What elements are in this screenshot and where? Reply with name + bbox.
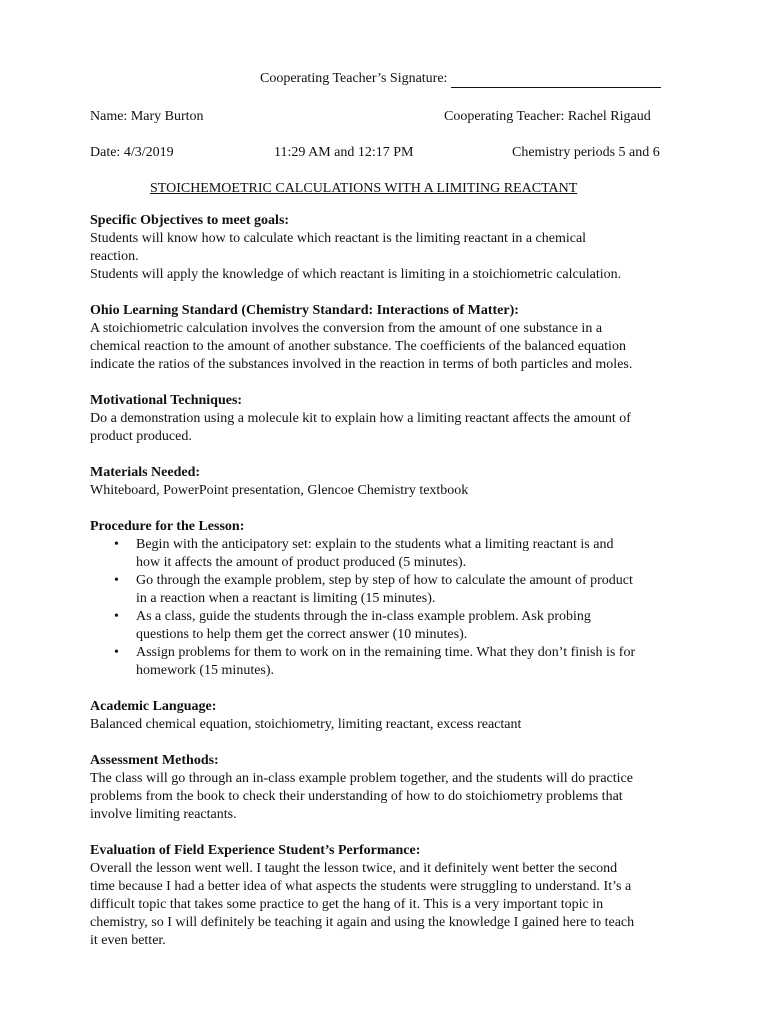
section-heading: Assessment Methods:	[90, 753, 219, 768]
section-line: time because I had a better idea of what aspects the students were struggling to understand. It’s a	[90, 879, 632, 894]
student-name: Name: Mary Burton	[90, 109, 204, 124]
list-item	[114, 608, 690, 644]
section-line: involve limiting reactants.	[90, 807, 237, 822]
evaluation-section	[90, 842, 690, 950]
list-item-line: how it affects the amount of product produced (5 minutes).	[136, 555, 467, 570]
objectives-section	[90, 212, 690, 284]
section-line: Whiteboard, PowerPoint presentation, Glencoe Chemistry textbook	[90, 483, 469, 498]
lesson-plan-body	[90, 212, 690, 968]
lesson-periods: Chemistry periods 5 and 6	[512, 145, 660, 160]
section-line: chemistry, so I will definitely be teaching it again and using the knowledge I gained here to teach	[90, 915, 635, 930]
section-heading: Academic Language:	[90, 699, 217, 714]
section-heading: Procedure for the Lesson:	[90, 519, 245, 534]
standard-section	[90, 302, 690, 374]
list-item-line: Go through the example problem, step by step of how to calculate the amount of product	[136, 573, 633, 588]
bullet-icon: •	[114, 609, 119, 624]
section-line: it even better.	[90, 933, 166, 948]
section-heading: Motivational Techniques:	[90, 393, 243, 408]
lesson-title: STOICHEMOETRIC CALCULATIONS WITH A LIMITING REACTANT	[150, 181, 578, 196]
motivation-section	[90, 392, 690, 446]
section-line: Students will apply the knowledge of which reactant is limiting in a stoichiometric calculation.	[90, 267, 622, 282]
section-line: The class will go through an in-class example problem together, and the students will do practice	[90, 771, 633, 786]
bullet-icon: •	[114, 645, 119, 660]
list-item-line: Assign problems for them to work on in the remaining time. What they don’t finish is for	[136, 645, 636, 660]
procedure-section	[90, 518, 690, 680]
section-line: problems from the book to check their understanding of how to do stoichiometry problems that	[90, 789, 623, 804]
list-item-line: in a reaction when a reactant is limiting (15 minutes).	[136, 591, 436, 606]
list-item-line: As a class, guide the students through the in-class example problem. Ask probing	[136, 609, 591, 624]
lesson-times: 11:29 AM and 12:17 PM	[274, 145, 414, 160]
section-line: Balanced chemical equation, stoichiometry, limiting reactant, excess reactant	[90, 717, 522, 732]
language-section	[90, 698, 690, 734]
section-line: chemical reaction to the amount of another substance. The coefficients of the balanced equation	[90, 339, 626, 354]
list-item	[114, 572, 690, 608]
section-line: Students will know how to calculate which reactant is the limiting reactant in a chemical	[90, 231, 587, 246]
assessment-section	[90, 752, 690, 824]
list-item	[114, 644, 690, 680]
list-item-line: Begin with the anticipatory set: explain to the students what a limiting reactant is and	[136, 537, 614, 552]
bullet-icon: •	[114, 537, 119, 552]
cooperating-teacher: Cooperating Teacher: Rachel Rigaud	[444, 109, 651, 124]
procedure-list	[90, 536, 690, 680]
section-line: Do a demonstration using a molecule kit to explain how a limiting reactant affects the amount of	[90, 411, 631, 426]
section-line: indicate the ratios of the substances involved in the reaction in terms of both particles and moles.	[90, 357, 633, 372]
section-heading: Ohio Learning Standard (Chemistry Standard: Interactions of Matter):	[90, 303, 519, 318]
section-heading: Evaluation of Field Experience Student’s Performance:	[90, 843, 421, 858]
section-line: product produced.	[90, 429, 192, 444]
section-line: Overall the lesson went well. I taught the lesson twice, and it definitely went better the second	[90, 861, 618, 876]
materials-section	[90, 464, 690, 500]
list-item-line: homework (15 minutes).	[136, 663, 275, 678]
section-heading: Specific Objectives to meet goals:	[90, 213, 290, 228]
list-item-line: questions to help them get the correct answer (10 minutes).	[136, 627, 468, 642]
section-line: A stoichiometric calculation involves the conversion from the amount of one substance in a	[90, 321, 603, 336]
signature-line	[451, 72, 661, 88]
signature-row	[260, 70, 661, 88]
signature-label: Cooperating Teacher’s Signature:	[260, 71, 448, 86]
bullet-icon: •	[114, 573, 119, 588]
section-heading: Materials Needed:	[90, 465, 201, 480]
lesson-date: Date: 4/3/2019	[90, 145, 174, 160]
list-item	[114, 536, 690, 572]
section-line: reaction.	[90, 249, 139, 264]
section-line: difficult topic that takes some practice to get the hang of it. This is a very important topic in	[90, 897, 604, 912]
